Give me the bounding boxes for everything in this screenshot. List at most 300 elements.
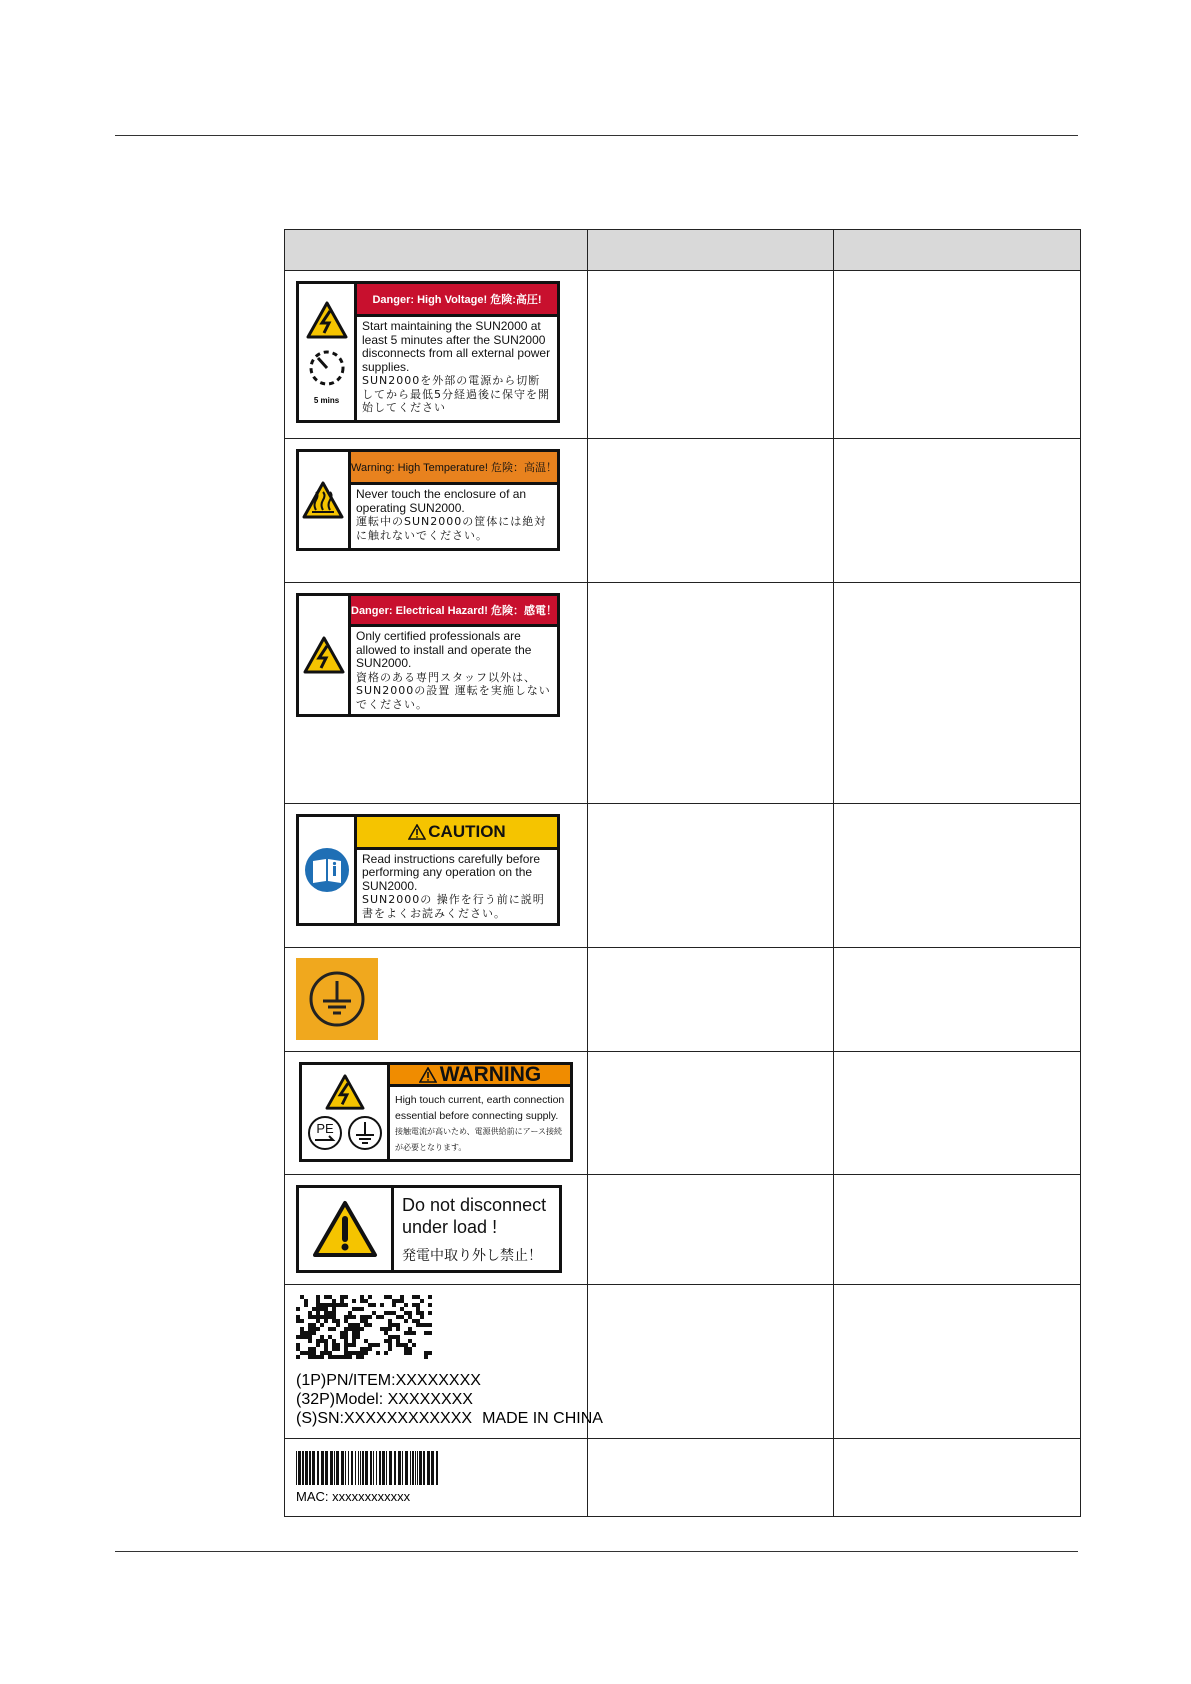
qr-module (296, 1335, 300, 1339)
barcode-bar (298, 1451, 301, 1485)
electrical-hazard-header: Danger: Electrical Hazard! 危険：感電！ (351, 596, 557, 627)
qr-module (428, 1323, 432, 1327)
qr-module (360, 1351, 364, 1355)
qr-module (368, 1343, 372, 1347)
hot-surface-icon (301, 480, 345, 520)
qr-module (364, 1299, 368, 1303)
barcode-bar (330, 1451, 333, 1485)
qr-code (296, 1295, 432, 1363)
caution-jp-text: SUN2000の 操作を行う前に説明書をよくお読みください。 (362, 893, 545, 920)
warning-header-text: WARNING (439, 1065, 542, 1086)
bottom-rule (115, 1551, 1078, 1552)
qr-module (412, 1343, 416, 1347)
qr-module (332, 1343, 336, 1347)
qr-module (384, 1331, 388, 1335)
qr-module (312, 1331, 316, 1335)
barcode-bar (376, 1451, 377, 1485)
qr-module (368, 1323, 372, 1327)
barcode-bar (398, 1451, 401, 1485)
electric-shock-warning-icon (302, 635, 346, 675)
qr-module (396, 1335, 400, 1339)
qr-module (304, 1335, 308, 1339)
symbol-cell (285, 1175, 588, 1285)
timer-label: 5 mins (313, 395, 340, 405)
barcode-bar (386, 1451, 387, 1485)
qr-module (424, 1351, 428, 1355)
qr-module (324, 1303, 328, 1307)
high-voltage-en-text: Start maintaining the SUN2000 at least 5 minutes after the SUN2000 disconnects from all external power supplies. (362, 319, 551, 374)
qr-module (304, 1351, 308, 1355)
qr-module (320, 1351, 324, 1355)
sn-line: (S)SN:XXXXXXXXXXXX (296, 1410, 473, 1427)
qr-module (392, 1311, 396, 1315)
qr-module (332, 1311, 336, 1315)
barcode-bar (312, 1451, 315, 1485)
table-row (285, 1052, 1081, 1175)
protective-earth-icon (347, 1115, 383, 1151)
made-in-text: MADE IN CHINA (482, 1410, 603, 1427)
qr-module (356, 1355, 360, 1359)
qr-module (316, 1303, 320, 1307)
barcode-bar (394, 1451, 396, 1485)
qr-module (320, 1339, 324, 1343)
qr-module (324, 1347, 328, 1351)
qr-module (344, 1319, 348, 1323)
general-warning-icon (312, 1200, 378, 1258)
barcode-bar (348, 1451, 349, 1485)
caution-label (296, 814, 560, 926)
qr-module (372, 1311, 376, 1315)
qr-module (396, 1327, 400, 1331)
qr-module (328, 1315, 332, 1319)
symbol-cell (285, 439, 588, 583)
qr-module (344, 1343, 348, 1347)
qr-module (332, 1303, 336, 1307)
qr-module (360, 1307, 364, 1311)
meaning-cell (834, 1175, 1081, 1285)
meaning-cell (834, 439, 1081, 583)
qr-module (360, 1319, 364, 1323)
qr-module (384, 1339, 388, 1343)
table-row (285, 1285, 1081, 1439)
qr-module (364, 1347, 368, 1351)
qr-module (396, 1299, 400, 1303)
qr-module (312, 1307, 316, 1311)
high-voltage-label (296, 281, 560, 423)
barcode-bar (325, 1451, 328, 1485)
qr-module (316, 1307, 320, 1311)
qr-module (420, 1299, 424, 1303)
pe-terminal-icon (307, 1115, 343, 1151)
qr-module (312, 1323, 316, 1327)
barcode-bar (317, 1451, 319, 1485)
electric-shock-warning-icon (323, 1073, 367, 1111)
barcode-bar (341, 1451, 344, 1485)
qr-module (308, 1323, 312, 1327)
qr-module (424, 1323, 428, 1327)
qr-module (416, 1311, 420, 1315)
barcode-bar (370, 1451, 372, 1485)
qr-module (384, 1351, 388, 1355)
high-temperature-header: Warning: High Temperature! 危険：高温！ (351, 452, 557, 485)
qr-module (320, 1303, 324, 1307)
qr-module (328, 1335, 332, 1339)
qr-code-pattern (296, 1295, 432, 1359)
qr-module (352, 1327, 356, 1331)
qr-module (316, 1327, 320, 1331)
qr-module (300, 1295, 304, 1299)
qr-module (348, 1311, 352, 1315)
qr-module (364, 1319, 368, 1323)
qr-module (420, 1311, 424, 1315)
name-cell (588, 1052, 834, 1175)
caution-en-text: Read instructions carefully before performing any operation on the SUN2000. (362, 851, 541, 893)
qr-module (304, 1331, 308, 1335)
qr-module (324, 1307, 328, 1311)
qr-module (332, 1307, 336, 1311)
qr-module (360, 1347, 364, 1351)
qr-module (312, 1347, 316, 1351)
qr-module (312, 1327, 316, 1331)
qr-module (428, 1303, 432, 1307)
qr-module (356, 1331, 360, 1335)
high-voltage-header: Danger: High Voltage! 危険:高圧! (357, 284, 557, 317)
qr-module (332, 1319, 336, 1323)
qr-module (328, 1295, 332, 1299)
barcode-bar (410, 1451, 411, 1485)
qr-module (344, 1347, 348, 1351)
barcode-bar (305, 1451, 308, 1485)
qr-module (376, 1315, 380, 1319)
symbol-cell (285, 948, 588, 1052)
qr-module (400, 1295, 404, 1299)
qr-module (412, 1303, 416, 1307)
high-temperature-jp-text: 運転中のSUN2000の筐体には絶対に触れないでください。 (355, 515, 547, 542)
qr-module (332, 1315, 336, 1319)
qr-module (336, 1323, 340, 1327)
table-row (285, 948, 1081, 1052)
qr-module (408, 1351, 412, 1355)
meaning-cell (834, 948, 1081, 1052)
qr-module (400, 1307, 404, 1311)
qr-module (348, 1323, 352, 1327)
read-manual-icon (304, 847, 350, 893)
qr-module (344, 1339, 348, 1343)
qr-module (428, 1351, 432, 1355)
barcode-bar (321, 1451, 324, 1485)
qr-module (308, 1331, 312, 1335)
qr-module (296, 1315, 300, 1319)
symbol-cell (285, 1052, 588, 1175)
barcode-bar (373, 1451, 374, 1485)
timer-icon (307, 348, 347, 388)
qr-module (296, 1343, 300, 1347)
name-cell (588, 439, 834, 583)
meaning-cell (834, 271, 1081, 439)
warning-jp-text: 接触電流が高いため、電源供給前にアース接続が必要となります。 (395, 1127, 563, 1152)
qr-module (296, 1307, 300, 1311)
qr-module (416, 1319, 420, 1323)
qr-module (312, 1315, 316, 1319)
meaning-cell (834, 1052, 1081, 1175)
qr-module (352, 1315, 356, 1319)
qr-module (324, 1311, 328, 1315)
barcode-bar (417, 1451, 418, 1485)
qr-module (320, 1307, 324, 1311)
qr-module (348, 1351, 352, 1355)
barcode-bar (427, 1451, 430, 1485)
qr-module (404, 1319, 408, 1323)
qr-module (332, 1355, 336, 1359)
qr-module (388, 1339, 392, 1343)
qr-module (324, 1319, 328, 1323)
top-rule (115, 135, 1078, 136)
qr-module (332, 1347, 336, 1351)
qr-module (344, 1295, 348, 1299)
qr-module (312, 1351, 316, 1355)
qr-module (316, 1355, 320, 1359)
qr-module (332, 1339, 336, 1343)
name-cell (588, 271, 834, 439)
qr-module (296, 1319, 300, 1323)
symbol-cell (285, 1285, 603, 1439)
qr-module (332, 1299, 336, 1303)
barcode-bar (336, 1451, 339, 1485)
qr-module (336, 1343, 340, 1347)
qr-module (344, 1355, 348, 1359)
symbol-cell (285, 804, 588, 948)
qr-module (300, 1335, 304, 1339)
qr-module (324, 1343, 328, 1347)
qr-module (416, 1307, 420, 1311)
qr-module (340, 1331, 344, 1335)
header-cell-symbol (285, 230, 588, 271)
barcode-bar (360, 1451, 361, 1485)
table-header-row (285, 230, 1081, 271)
qr-module (296, 1347, 300, 1351)
qr-module (364, 1351, 368, 1355)
qr-module (348, 1327, 352, 1331)
qr-module (316, 1315, 320, 1319)
qr-module (372, 1343, 376, 1347)
table-row (285, 583, 1081, 804)
symbols-table (284, 229, 1081, 1517)
barcode (296, 1451, 440, 1485)
qr-module (364, 1339, 368, 1343)
qr-module (428, 1295, 432, 1299)
qr-module (312, 1355, 316, 1359)
qr-module (388, 1311, 392, 1315)
qr-module (344, 1327, 348, 1331)
qr-module (384, 1327, 388, 1331)
barcode-bar (402, 1451, 403, 1485)
symbol-cell (285, 271, 588, 439)
qr-module (300, 1319, 304, 1323)
qr-module (400, 1315, 404, 1319)
qr-module (396, 1315, 400, 1319)
barcode-bar (358, 1451, 359, 1485)
meaning-cell (834, 1285, 1081, 1439)
qr-module (304, 1303, 308, 1307)
barcode-bar (423, 1451, 425, 1485)
barcode-bar (412, 1451, 414, 1485)
qr-module (316, 1299, 320, 1303)
qr-module (352, 1335, 356, 1339)
electrical-hazard-en-text: Only certified professionals are allowed to install and operate the SUN2000. (356, 629, 532, 670)
high-temperature-en-text: Never touch the enclosure of an operating SUN2000. (355, 487, 527, 515)
qr-module (388, 1295, 392, 1299)
qr-module (408, 1347, 412, 1351)
table-row (285, 1439, 1081, 1517)
table-row (285, 804, 1081, 948)
high-voltage-jp-text: SUN2000を外部の電源から切断してから最低5分経過後に保守を開始してください (362, 374, 550, 414)
warning-line-2: essential before connecting supply. (395, 1110, 559, 1122)
qr-module (344, 1331, 348, 1335)
symbol-cell (285, 583, 588, 804)
name-cell (588, 804, 834, 948)
qr-module (320, 1315, 324, 1319)
name-cell (588, 1175, 834, 1285)
header-cell-meaning (834, 230, 1081, 271)
barcode-bar (355, 1451, 356, 1485)
barcode-bar (309, 1451, 311, 1485)
qr-module (328, 1355, 332, 1359)
qr-module (324, 1295, 328, 1299)
qr-module (360, 1355, 364, 1359)
name-cell (588, 948, 834, 1052)
warning-pe-label (299, 1062, 573, 1162)
caution-header (357, 817, 557, 850)
qr-module (408, 1315, 412, 1319)
meaning-cell (834, 804, 1081, 948)
qr-module (404, 1331, 408, 1335)
qr-module (404, 1311, 408, 1315)
table-row (285, 439, 1081, 583)
qr-module (340, 1303, 344, 1307)
pn-item-line: (1P)PN/ITEM:XXXXXXXX (296, 1372, 481, 1389)
qr-module (388, 1327, 392, 1331)
barcode-bar (296, 1451, 297, 1485)
high-temperature-label (296, 449, 560, 551)
qr-module (304, 1299, 308, 1303)
qr-module (380, 1315, 384, 1319)
qr-module (352, 1331, 356, 1335)
qr-module (300, 1327, 304, 1331)
qr-module (380, 1327, 384, 1331)
qr-module (392, 1299, 396, 1303)
barcode-bar (389, 1451, 392, 1485)
qr-module (416, 1303, 420, 1307)
qr-module (384, 1311, 388, 1315)
electrical-hazard-jp-text: 資格のある専門スタッフ以外は、SUN2000の設置 運転を実施しないでください。 (356, 670, 551, 711)
caution-triangle-icon (408, 824, 426, 840)
qr-module (376, 1343, 380, 1347)
qr-module (328, 1303, 332, 1307)
qr-module (412, 1331, 416, 1335)
qr-module (428, 1311, 432, 1315)
qr-module (340, 1295, 344, 1299)
qr-module (328, 1327, 332, 1331)
qr-module (344, 1351, 348, 1355)
qr-module (368, 1303, 372, 1307)
qr-module (408, 1331, 412, 1335)
barcode-bar (302, 1451, 304, 1485)
name-cell (588, 583, 834, 804)
qr-module (360, 1327, 364, 1331)
qr-module (308, 1315, 312, 1319)
do-not-disconnect-label (296, 1185, 562, 1273)
qr-module (420, 1315, 424, 1319)
qr-module (428, 1331, 432, 1335)
qr-module (308, 1327, 312, 1331)
barcode-bar (379, 1451, 381, 1485)
barcode-bar (436, 1451, 438, 1485)
qr-module (416, 1323, 420, 1327)
qr-module (320, 1335, 324, 1339)
qr-module (412, 1295, 416, 1299)
qr-module (392, 1335, 396, 1339)
barcode-bar (405, 1451, 408, 1485)
qr-module (396, 1323, 400, 1327)
barcode-bar (419, 1451, 422, 1485)
qr-module (372, 1303, 376, 1307)
qr-module (400, 1299, 404, 1303)
symbol-cell (285, 1439, 588, 1517)
barcode-bar (362, 1451, 364, 1485)
qr-module (324, 1339, 328, 1343)
barcode-bar (382, 1451, 385, 1485)
ground-symbol-label (296, 958, 378, 1040)
qr-module (348, 1315, 352, 1319)
qr-module (376, 1351, 380, 1355)
warning-header (390, 1065, 570, 1087)
qr-module (344, 1315, 348, 1319)
qr-module (324, 1315, 328, 1319)
qr-module (368, 1295, 372, 1299)
qr-module (352, 1323, 356, 1327)
serial-text-block (296, 1371, 603, 1428)
qr-module (340, 1355, 344, 1359)
qr-module (352, 1343, 356, 1347)
meaning-cell (834, 1439, 1081, 1517)
qr-module (356, 1307, 360, 1311)
qr-module (308, 1311, 312, 1315)
header-cell-name (588, 230, 834, 271)
qr-module (308, 1339, 312, 1343)
mac-text: MAC: xxxxxxxxxxxx (296, 1489, 411, 1504)
qr-module (336, 1319, 340, 1323)
qr-module (408, 1311, 412, 1315)
qr-module (316, 1339, 320, 1343)
qr-module (356, 1351, 360, 1355)
qr-module (396, 1343, 400, 1347)
qr-module (412, 1319, 416, 1323)
pe-text: PE (315, 1121, 334, 1136)
do-not-disconnect-en-text: Do not disconnect under load ! (402, 1195, 547, 1237)
electric-shock-warning-icon (305, 300, 349, 340)
barcode-bar (365, 1451, 368, 1485)
qr-module (316, 1295, 320, 1299)
qr-module (396, 1339, 400, 1343)
qr-module (308, 1351, 312, 1355)
qr-module (320, 1323, 324, 1327)
table-row (285, 1175, 1081, 1285)
qr-module (324, 1351, 328, 1355)
qr-module (356, 1335, 360, 1339)
qr-module (420, 1323, 424, 1327)
table-row (285, 271, 1081, 439)
qr-module (392, 1323, 396, 1327)
